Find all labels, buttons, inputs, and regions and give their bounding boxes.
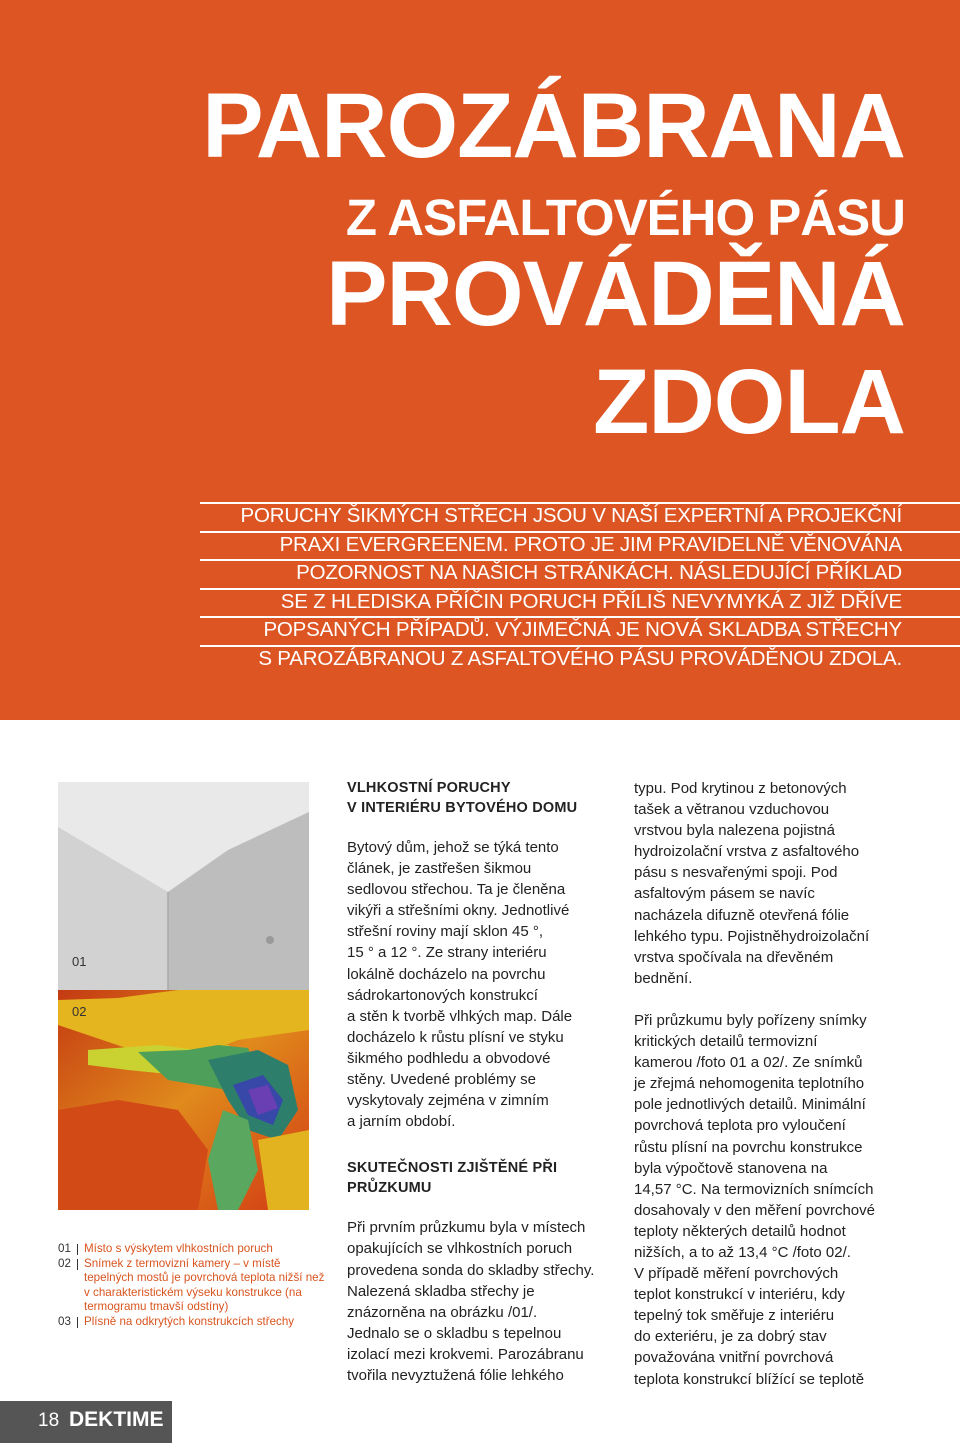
paragraph-line: pole jednotlivých detailů. Minimální bbox=[634, 1096, 866, 1114]
section-heading: SKUTEČNOSTI ZJIŠTĚNÉ PŘI bbox=[347, 1160, 558, 1177]
paragraph-line: a stěn k tvorbě vlhkých map. Dále bbox=[347, 1007, 573, 1025]
photo-label-02: 02 bbox=[72, 1004, 87, 1019]
paragraph-line: Jednalo se o skladbu s tepelnou bbox=[347, 1324, 562, 1342]
paragraph-line: kritických detailů termovizní bbox=[634, 1033, 818, 1051]
paragraph-line: šikmého podhledu a obvodové bbox=[347, 1049, 551, 1067]
caption-item bbox=[58, 1242, 328, 1257]
section-heading: PRŮZKUMU bbox=[347, 1180, 432, 1197]
paragraph-line: stěny. Uvedené problémy se bbox=[347, 1071, 536, 1089]
paragraph-line: Při prvním průzkumu byla v místech bbox=[347, 1219, 586, 1237]
paragraph-line: 15 ° a 12 °. Ze strany interiéru bbox=[347, 944, 547, 962]
caption-item bbox=[58, 1257, 328, 1315]
paragraph-line: lokálně docházelo na povrchu bbox=[347, 965, 546, 983]
article-column-right bbox=[634, 778, 924, 1390]
page-number: 18 bbox=[38, 1410, 60, 1431]
photo-stack bbox=[58, 782, 309, 1210]
photo-captions bbox=[58, 1242, 328, 1330]
paragraph-line: hydroizolační vrstva z asfaltového bbox=[634, 843, 860, 861]
paragraph-line: nižších, a to až 13,4 °C /foto 02/. bbox=[634, 1243, 851, 1261]
paragraph-line: tepelný tok směřuje z interiéru bbox=[634, 1307, 835, 1325]
title-banner bbox=[0, 0, 960, 720]
paragraph-line: docházelo k růstu plísní ve styku bbox=[347, 1028, 564, 1046]
paragraph-line: bednění. bbox=[634, 969, 693, 987]
paragraph-line: Při průzkumu byly pořízeny snímky bbox=[634, 1011, 867, 1029]
paragraph-line: pásu s nesvařenými spoji. Pod bbox=[634, 864, 838, 882]
paragraph-line: vyskytovaly zejména v zimním bbox=[347, 1092, 549, 1110]
paragraph-line: povrchová teplota pro vyloučení bbox=[634, 1117, 846, 1135]
paragraph-line: asfaltovým pásem se navíc bbox=[634, 885, 815, 903]
caption-text: Snímek z termovizní kamery – v místě tepelných mostů je povrchová teplota nižší než v charakteristickém výseku konstrukce (na termogramu tmavší odstíny) bbox=[84, 1256, 325, 1314]
paragraph-line: znázorněna na obrázku /01/. bbox=[347, 1303, 538, 1321]
paragraph-line: do exteriéru, je za dobrý stav bbox=[634, 1328, 827, 1346]
paragraph-line: růstu plísní na povrchu konstrukce bbox=[634, 1138, 863, 1156]
section-heading: VLHKOSTNÍ PORUCHY bbox=[347, 780, 511, 796]
paragraph-line: izolací mezi krokvemi. Parozábranu bbox=[347, 1345, 584, 1363]
thermogram-photo bbox=[58, 990, 309, 1210]
page-title-line-4: ZDOLA bbox=[593, 351, 905, 453]
paragraph-line: teplot konstrukcí v interiéru, kdy bbox=[634, 1286, 845, 1304]
paragraph-line: typu. Pod krytinou z betonových bbox=[634, 780, 847, 797]
paragraph-line: opakujících se vlhkostních poruch bbox=[347, 1240, 573, 1258]
intro-line: POPSANÝCH PŘÍPADŮ. VÝJIMEČNÁ JE NOVÁ SKLADBA STŘECHY bbox=[263, 618, 902, 641]
caption-number: 02 bbox=[58, 1257, 84, 1315]
paragraph-line: teploty některých detailů hodnot bbox=[634, 1222, 846, 1240]
paragraph-line: vikýři a střešními okny. Jednotlivé bbox=[347, 902, 570, 920]
section-heading: V INTERIÉRU BYTOVÉHO DOMU bbox=[347, 800, 578, 816]
paragraph-line: vrstvou byla nalezena pojistná bbox=[634, 822, 835, 840]
caption-text: Plísně na odkrytých konstrukcích střechy bbox=[84, 1314, 295, 1328]
page-title-line-3: PROVÁDĚNÁ bbox=[326, 243, 905, 345]
article-column-middle bbox=[347, 778, 617, 1386]
paragraph-line: lehkého typu. Pojistněhydroizolační bbox=[634, 927, 870, 945]
caption-number: 03 bbox=[58, 1315, 84, 1330]
intro-line: POZORNOST NA NAŠICH STRÁNKÁCH. NÁSLEDUJÍCÍ PŘÍKLAD bbox=[296, 561, 902, 584]
paragraph-line: sedlovou střechou. Ta je členěna bbox=[347, 881, 566, 899]
page-title-line-2: Z ASFALTOVÉHO PÁSU bbox=[345, 189, 905, 246]
photo-label-01: 01 bbox=[72, 954, 87, 969]
caption-item bbox=[58, 1315, 328, 1330]
paragraph-line: provedena sonda do skladby střechy. bbox=[347, 1261, 595, 1279]
paragraph-line: dosahovaly v den měření povrchové bbox=[634, 1201, 875, 1219]
paragraph-line: byla výpočtově stanovena na bbox=[634, 1159, 828, 1177]
paragraph-line: kamerou /foto 01 a 02/. Ze snímků bbox=[634, 1054, 863, 1072]
paragraph-line: V případě měření povrchových bbox=[634, 1265, 839, 1283]
caption-text: Místo s výskytem vlhkostních poruch bbox=[84, 1242, 273, 1255]
paragraph-line: je zřejmá nehomogenita teplotního bbox=[634, 1075, 865, 1093]
paragraph-line: nacházela difuzně otevřená fólie bbox=[634, 906, 850, 924]
paragraph-line: střešní roviny mají sklon 45 °, bbox=[347, 923, 544, 941]
intro-line: S PAROZÁBRANOU Z ASFALTOVÉHO PÁSU PROVÁDĚNOU ZDOLA. bbox=[258, 647, 902, 670]
paragraph-line: a jarním období. bbox=[347, 1113, 456, 1131]
paragraph-line: 14,57 °C. Na termovizních snímcích bbox=[634, 1180, 874, 1198]
caption-number: 01 bbox=[58, 1242, 84, 1257]
paragraph-line: Bytový dům, jehož se týká tento bbox=[347, 839, 559, 856]
intro-line: PORUCHY ŠIKMÝCH STŘECH JSOU V NAŠÍ EXPERTNÍ A PROJEKČNÍ bbox=[240, 504, 902, 527]
intro-line: SE Z HLEDISKA PŘÍČIN PORUCH PŘÍLIŠ NEVYMYKÁ Z JIŽ DŘÍVE bbox=[280, 590, 902, 613]
paragraph-line: tvořila nevyztužená fólie lehkého bbox=[347, 1366, 564, 1384]
paragraph-line: článek, je zastřešen šikmou bbox=[347, 860, 532, 878]
paragraph-line: teplota konstrukcí blížící se teplotě bbox=[634, 1370, 865, 1388]
paragraph-line: tašek a větranou vzduchovou bbox=[634, 801, 830, 819]
paragraph-line: považována vnitřní povrchová bbox=[634, 1349, 834, 1367]
intro-line: PRAXI EVERGREENEM. PROTO JE JIM PRAVIDELNĚ VĚNOVÁNA bbox=[279, 533, 902, 556]
page-title-line-1: PAROZÁBRANA bbox=[202, 75, 905, 177]
brand-logo: DEKTIME bbox=[69, 1408, 164, 1431]
paragraph-line: vrstva spočívala na dřevěném bbox=[634, 948, 834, 966]
paragraph-line: sádrokartonových konstrukcí bbox=[347, 986, 538, 1004]
paragraph-line: Nalezená skladba střechy je bbox=[347, 1282, 535, 1300]
interior-photo-ceiling bbox=[58, 782, 309, 990]
